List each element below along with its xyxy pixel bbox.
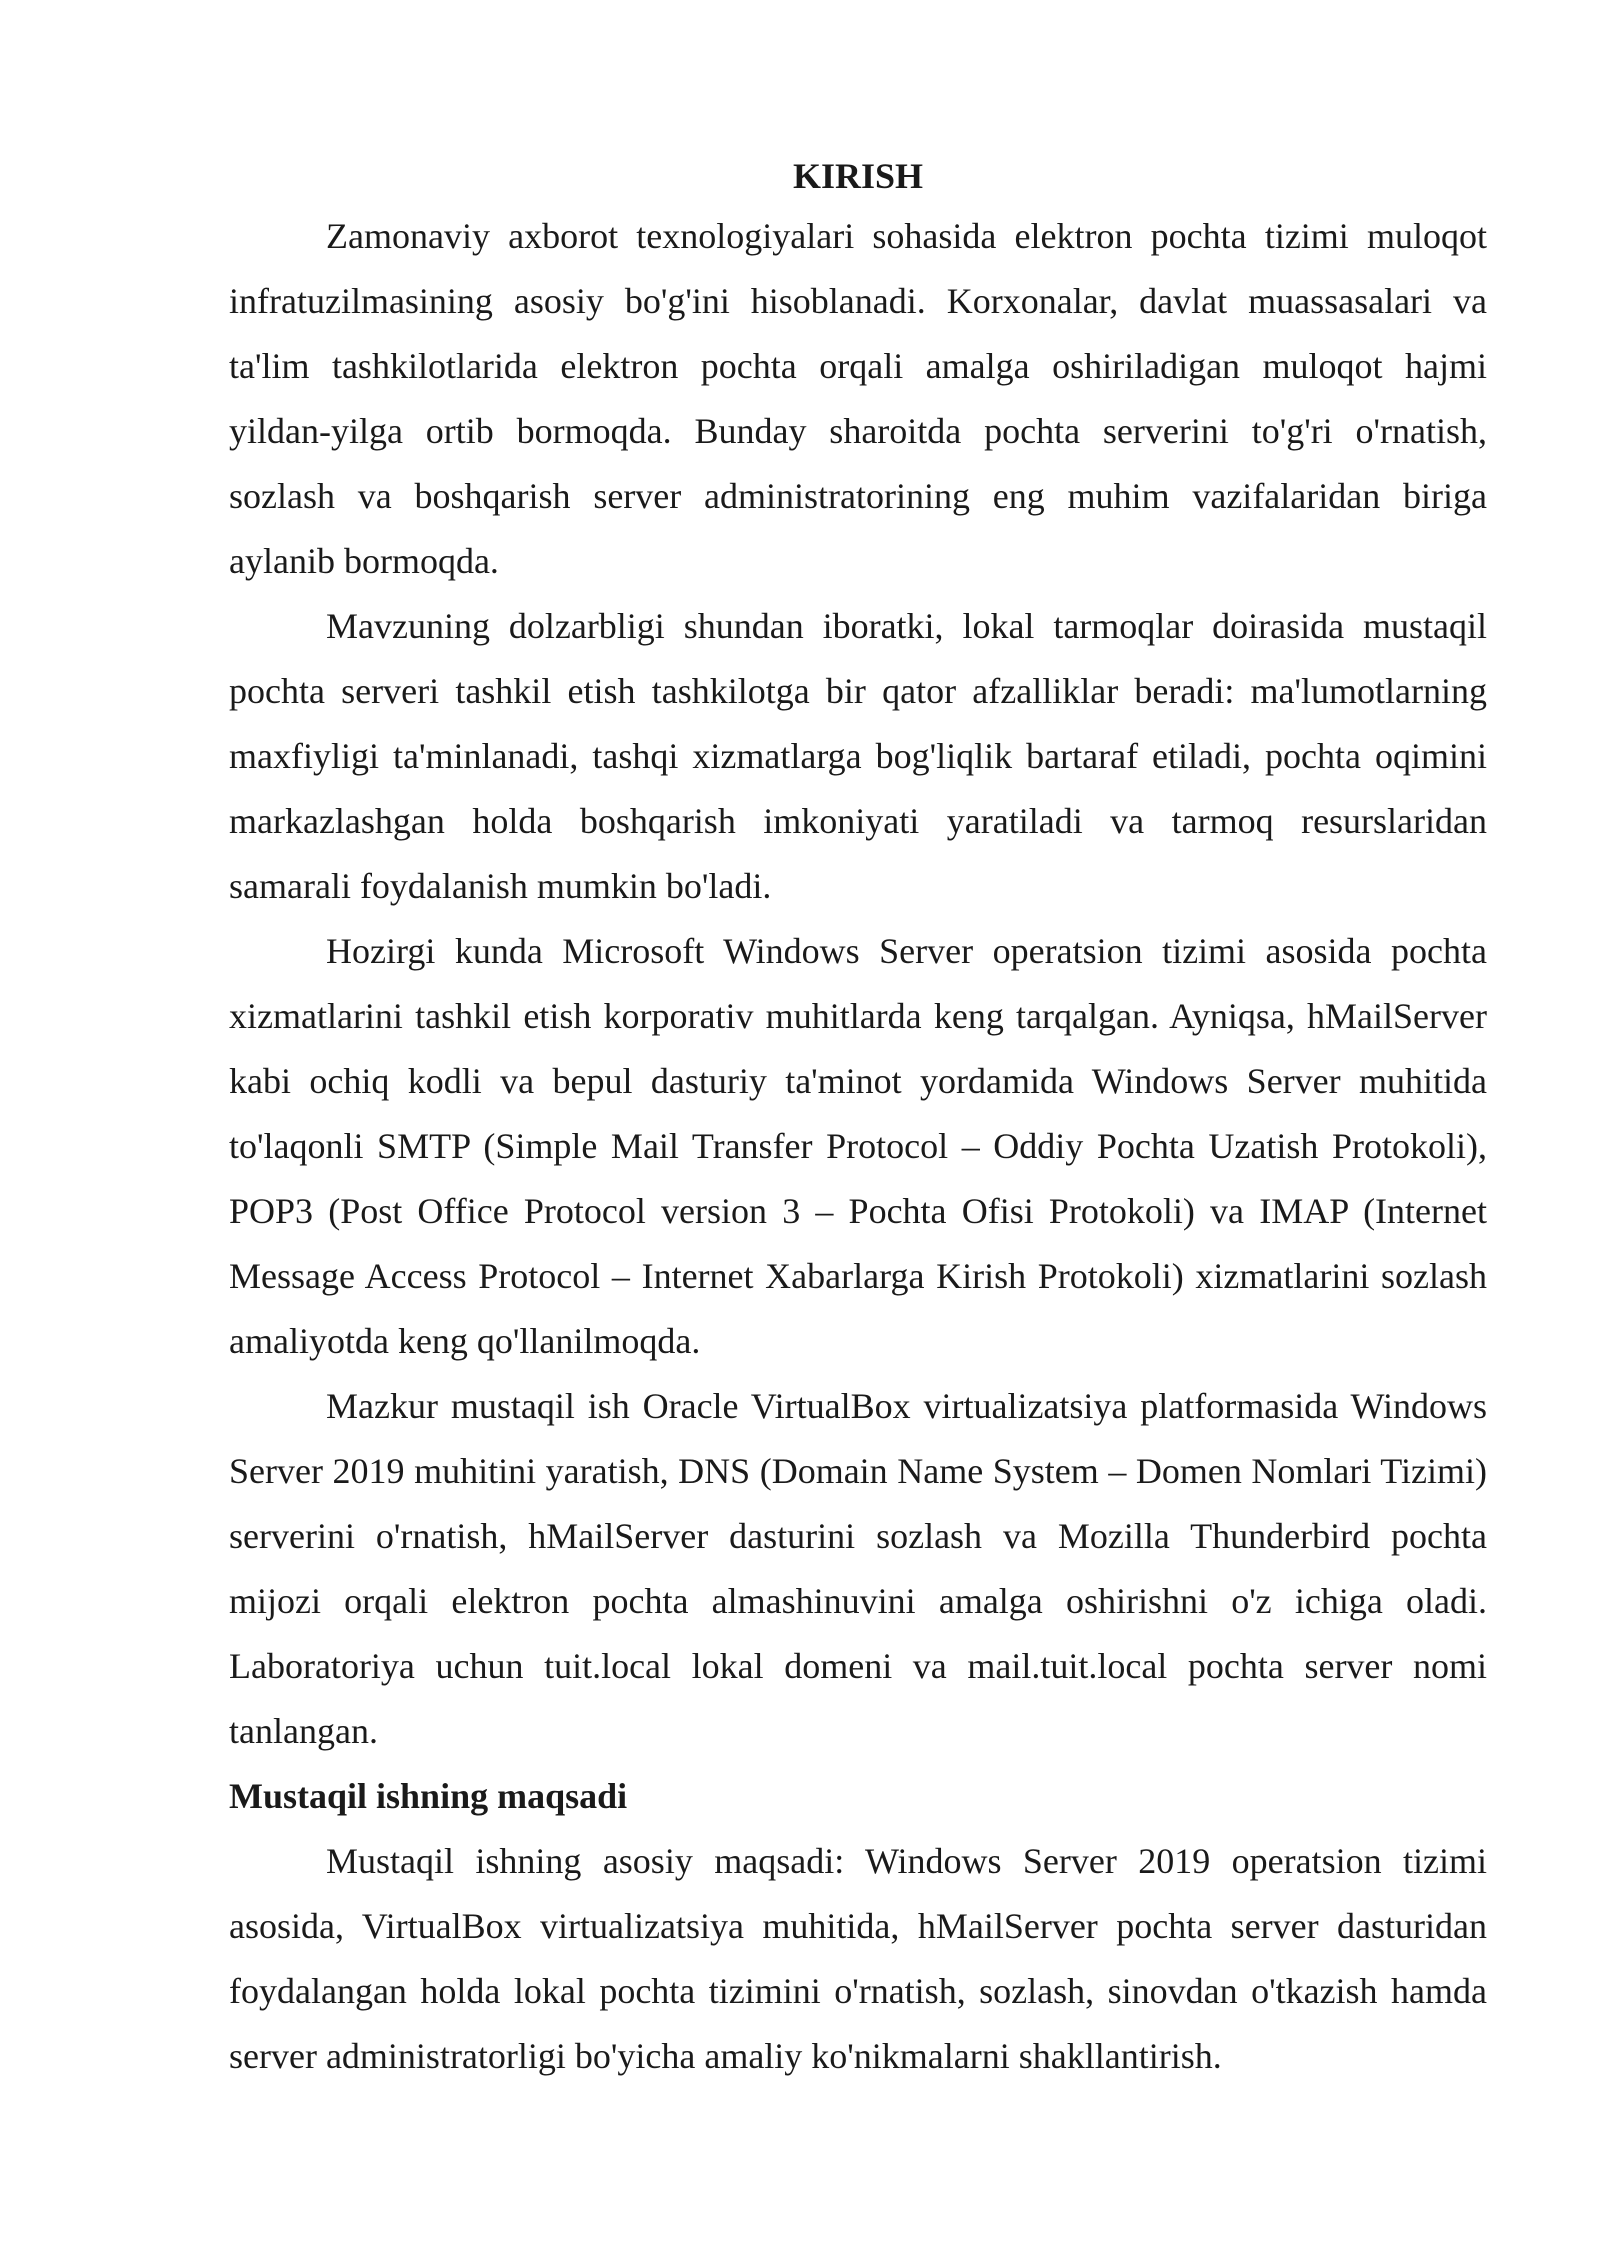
intro-paragraph-1: Zamonaviy axborot texnologiyalari sohasida elektron pochta tizimi muloqot infratuzilmasining asosiy bo'g'ini hisoblanadi. Korxonalar, davlat muassasalari va ta'lim tashkilotlarida elektron pochta orqali amalga oshiriladigan muloqot hajmi yildan-yilga ortib bormoqda. Bunday sharoitda pochta serverini to'g'ri o'rnatish, sozlash va boshqarish server administratorining eng muhim vazifalaridan biriga aylanib bormoqda. <box>229 216 1487 581</box>
section-subheading: Mustaqil ishning maqsadi <box>229 1776 628 1816</box>
intro-paragraph-3: Hozirgi kunda Microsoft Windows Server operatsion tizimi asosida pochta xizmatlarini tashkil etish korporativ muhitlarda keng tarqalgan. Ayniqsa, hMailServer kabi ochiq kodli va bepul dasturiy ta'minot yordamida Windows Server muhitida to'laqonli SMTP (Simple Mail Transfer Protocol – Oddiy Pochta Uzatish Protokoli), POP3 (Post Office Protocol version 3 – Pochta Ofisi Protokoli) va IMAP (Internet Message Access Protocol – Internet Xabarlarga Kirish Protokoli) xizmatlarini sozlash amaliyotda keng qo'llanilmoqda. <box>229 931 1487 1361</box>
document-page <box>229 148 1487 2089</box>
intro-paragraph-4: Mazkur mustaqil ish Oracle VirtualBox virtualizatsiya platformasida Windows Server 2019 muhitini yaratish, DNS (Domain Name System – Domen Nomlari Tizimi) serverini o'rnatish, hMailServer dasturini sozlash va Mozilla Thunderbird pochta mijozi orqali elektron pochta almashinuvini amalga oshirishni o'z ichiga oladi. Laboratoriya uchun tuit.local lokal domeni va mail.tuit.local pochta server nomi tanlangan. <box>229 1386 1487 1751</box>
goal-paragraph: Mustaqil ishning asosiy maqsadi: Windows Server 2019 operatsion tizimi asosida, VirtualBox virtualizatsiya muhitida, hMailServer pochta server dasturidan foydalangan holda lokal pochta tizimini o'rnatish, sozlash, sinovdan o'tkazish hamda server administratorligi bo'yicha amaliy ko'nikmalarni shakllantirish. <box>229 1841 1487 2076</box>
document-title: KIRISH <box>792 156 924 196</box>
intro-paragraph-2: Mavzuning dolzarbligi shundan iboratki, lokal tarmoqlar doirasida mustaqil pochta serveri tashkil etish tashkilotga bir qator afzalliklar beradi: ma'lumotlarning maxfiyligi ta'minlanadi, tashqi xizmatlarga bog'liqlik bartaraf etiladi, pochta oqimini markazlashgan holda boshqarish imkoniyati yaratiladi va tarmoq resurslaridan samarali foydalanish mumkin bo'ladi. <box>229 606 1487 906</box>
